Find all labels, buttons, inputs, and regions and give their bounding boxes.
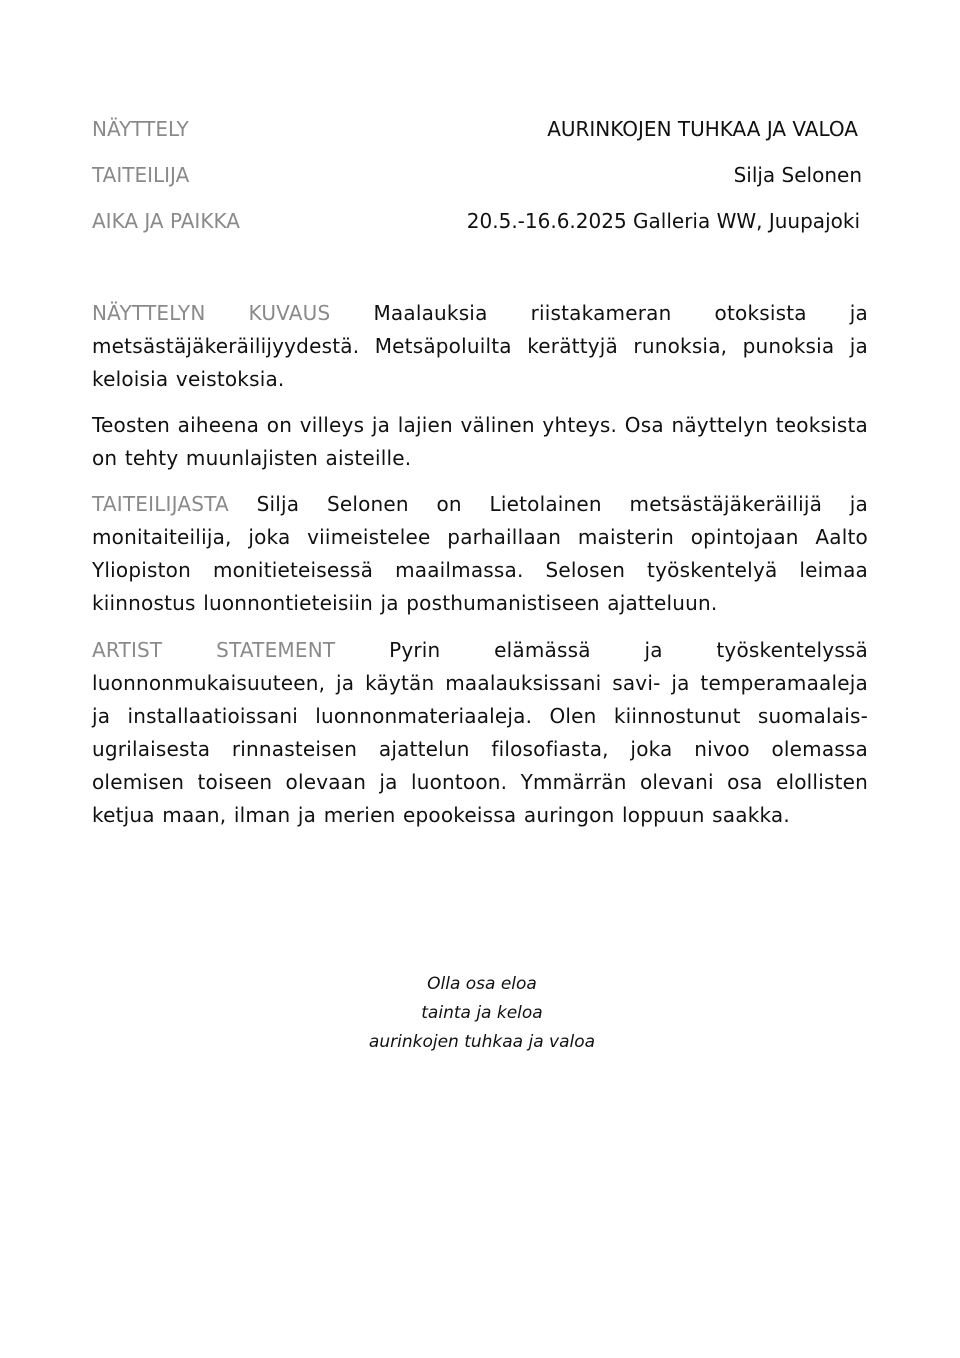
time-place-label: AIKA JA PAIKKA bbox=[92, 209, 240, 233]
exhibition-label: NÄYTTELY bbox=[92, 117, 189, 141]
artist-about-text: Silja Selonen on Lietolainen metsästäjäkeräilijä ja monitaiteilija, joka viimeistelee parhaillaan maisterin opintojaan Aalto Yliopiston monitieteisessä maailmassa. Selosen työskentelyä leimaa kiinnostus luonnontieteisiin ja posthumanistiseen ajatteluun. bbox=[92, 492, 868, 615]
description-text: Maalauksia riistakameran otoksista ja metsästäjäkeräilijyydestä. Metsäpoluilta kerättyjä runoksia, punoksia ja keloisia veistoksia. bbox=[92, 301, 868, 391]
poem-line-2: tainta ja keloa bbox=[421, 1003, 543, 1023]
poem-line-3: aurinkojen tuhkaa ja valoa bbox=[368, 1032, 596, 1052]
artist-about-paragraph bbox=[92, 488, 868, 620]
artist-row bbox=[92, 160, 862, 190]
statement-label: ARTIST STATEMENT bbox=[92, 638, 336, 662]
exhibition-title: AURINKOJEN TUHKAA JA VALOA bbox=[547, 117, 858, 141]
description-label: NÄYTTELYN KUVAUS bbox=[92, 301, 331, 325]
description-paragraph bbox=[92, 297, 868, 396]
artist-label: TAITEILIJA bbox=[92, 163, 190, 187]
statement-paragraph bbox=[92, 634, 868, 832]
poem-line-1: Olla osa eloa bbox=[427, 974, 537, 994]
description-text-2: Teosten aiheena on villeys ja lajien välinen yhteys. Osa näyttelyn teoksista on tehty muunlajisten aisteille. bbox=[92, 413, 868, 470]
description-paragraph-2 bbox=[92, 409, 868, 475]
statement-text: Pyrin elämässä ja työskentelyssä luonnonmukaisuuteen, ja käytän maalauksissani savi- ja temperamaaleja ja installaatioissani luonnonmateriaaleja. Olen kiinnostunut suomalais-ugrilaisesta rinnasteisen ajattelun filosofiasta, joka nivoo olemassa olemisen toiseen olevaan ja luontoon. Ymmärrän olevani osa elollisten ketjua maan, ilman ja merien epookeissa auringon loppuun saakka. bbox=[92, 638, 869, 827]
exhibition-row bbox=[92, 114, 858, 144]
time-place-row bbox=[92, 206, 860, 236]
document-page bbox=[92, 0, 868, 1358]
artist-about-label: TAITEILIJASTA bbox=[92, 492, 229, 516]
poem bbox=[292, 970, 672, 1057]
time-place-value: 20.5.-16.6.2025 Galleria WW, Juupajoki bbox=[466, 209, 860, 233]
artist-name: Silja Selonen bbox=[733, 163, 862, 187]
